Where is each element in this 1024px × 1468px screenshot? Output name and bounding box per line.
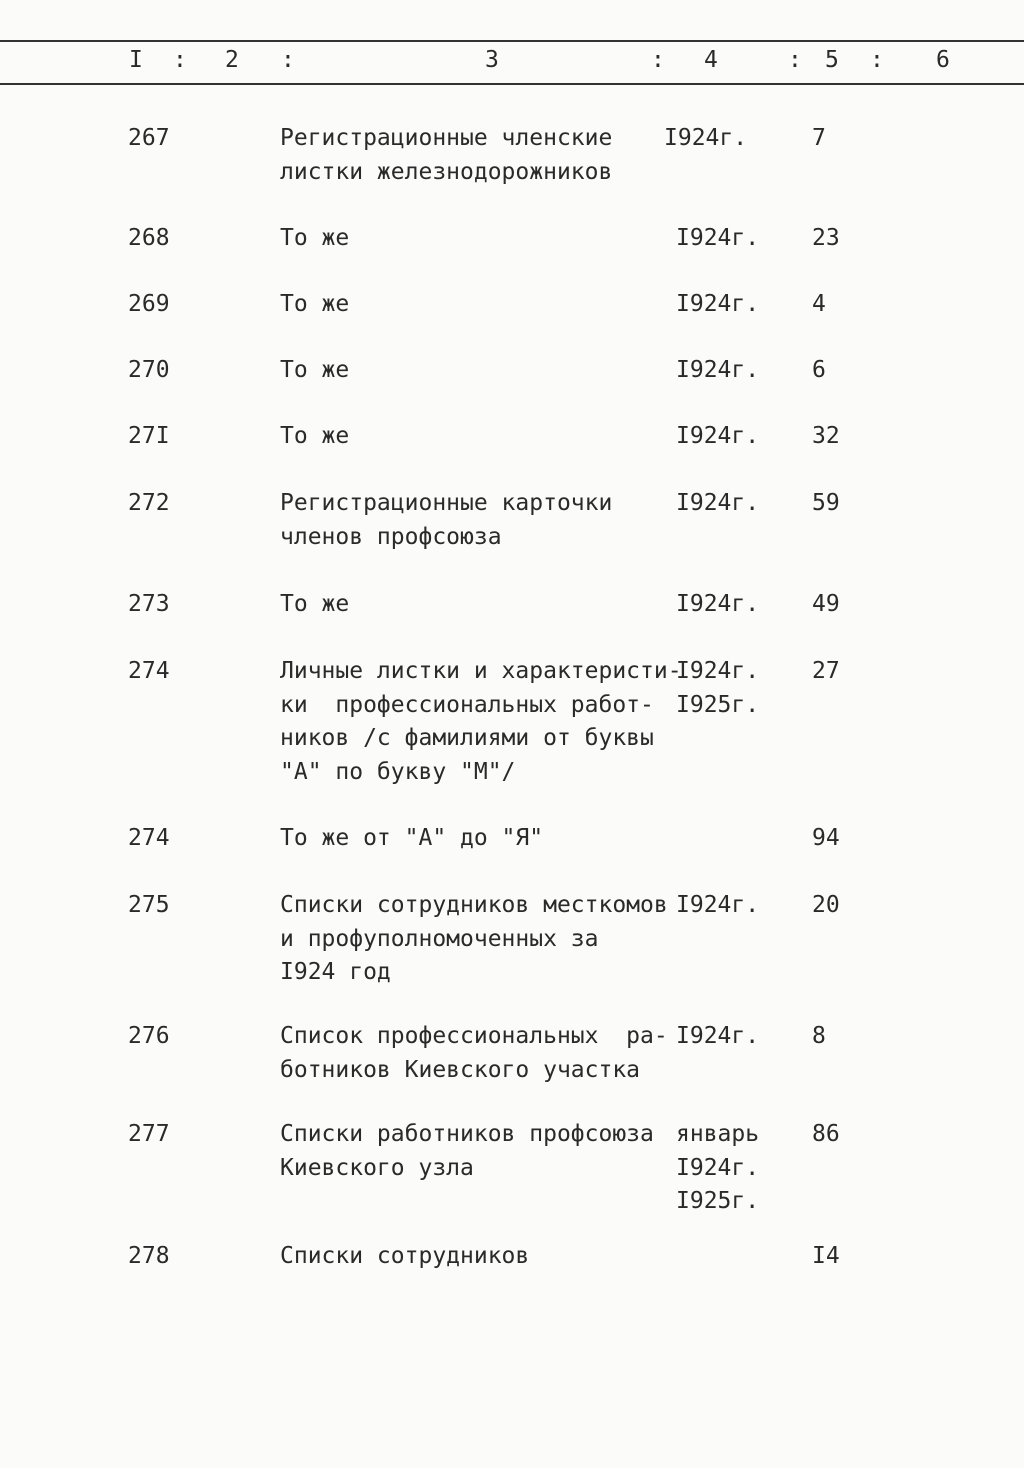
sheet-count: 20 xyxy=(812,892,840,918)
sheet-count: I4 xyxy=(812,1243,840,1269)
col-header-3: 3 xyxy=(485,47,499,73)
case-date: I924г. xyxy=(676,225,760,251)
case-title: То же от "А" до "Я" xyxy=(280,825,544,851)
case-title: То же xyxy=(280,423,350,449)
case-title: То же xyxy=(280,591,350,617)
case-number: 27I xyxy=(128,423,170,449)
col-header-2: 2 xyxy=(225,47,239,73)
case-number: 268 xyxy=(128,225,170,251)
case-number: 276 xyxy=(128,1023,170,1049)
case-title: То же xyxy=(280,225,350,251)
case-number: 275 xyxy=(128,892,170,918)
col-header-1: I xyxy=(129,47,143,73)
case-number: 273 xyxy=(128,591,170,617)
case-title: Регистрационные членские листки железнодорожников xyxy=(280,125,613,185)
sheet-count: 94 xyxy=(812,825,840,851)
case-title: То же xyxy=(280,291,350,317)
case-title: Список профессиональных ра- ботников Киевского участка xyxy=(280,1023,668,1083)
sheet-count: 27 xyxy=(812,658,840,684)
case-title: Личные листки и характеристи- ки профессиональных работ- ников /с фамилиями от буквы "А" по букву "М"/ xyxy=(280,658,682,785)
case-date: I924г. xyxy=(676,892,760,918)
case-number: 278 xyxy=(128,1243,170,1269)
case-date: I924г. xyxy=(676,490,760,516)
sheet-count: 49 xyxy=(812,591,840,617)
col-header-4: 4 xyxy=(704,47,718,73)
col-separator: : xyxy=(788,47,802,73)
col-header-5: 5 xyxy=(825,47,839,73)
case-number: 277 xyxy=(128,1121,170,1147)
col-separator: : xyxy=(281,47,295,73)
case-date: I924г. xyxy=(676,357,760,383)
case-date: I924г. xyxy=(676,423,760,449)
case-title: Списки сотрудников месткомов и профуполномоченных за I924 год xyxy=(280,892,668,985)
col-separator: : xyxy=(173,47,187,73)
case-number: 274 xyxy=(128,825,170,851)
case-date: I924г. xyxy=(676,1023,760,1049)
case-date: I924г. xyxy=(676,291,760,317)
case-title: То же xyxy=(280,357,350,383)
case-number: 267 xyxy=(128,125,170,151)
case-date: январь I924г. I925г. xyxy=(676,1121,760,1214)
case-title: Регистрационные карточки членов профсоюза xyxy=(280,490,613,550)
case-number: 272 xyxy=(128,490,170,516)
sheet-count: 23 xyxy=(812,225,840,251)
case-number: 269 xyxy=(128,291,170,317)
sheet-count: 8 xyxy=(812,1023,826,1049)
sheet-count: 4 xyxy=(812,291,826,317)
case-date: I924г. I925г. xyxy=(676,658,760,718)
sheet-count: 86 xyxy=(812,1121,840,1147)
col-separator: : xyxy=(651,47,665,73)
case-number: 274 xyxy=(128,658,170,684)
sheet-count: 7 xyxy=(812,125,826,151)
sheet-count: 59 xyxy=(812,490,840,516)
case-title: Списки сотрудников xyxy=(280,1243,530,1269)
col-header-6: 6 xyxy=(936,47,950,73)
case-date: I924г. xyxy=(676,591,760,617)
case-date: I924г. xyxy=(664,125,748,151)
header-rule-bottom xyxy=(0,83,1024,85)
sheet-count: 6 xyxy=(812,357,826,383)
header-rule-top xyxy=(0,40,1024,42)
case-title: Списки работников профсоюза Киевского узла xyxy=(280,1121,654,1181)
case-number: 270 xyxy=(128,357,170,383)
col-separator: : xyxy=(870,47,884,73)
sheet-count: 32 xyxy=(812,423,840,449)
